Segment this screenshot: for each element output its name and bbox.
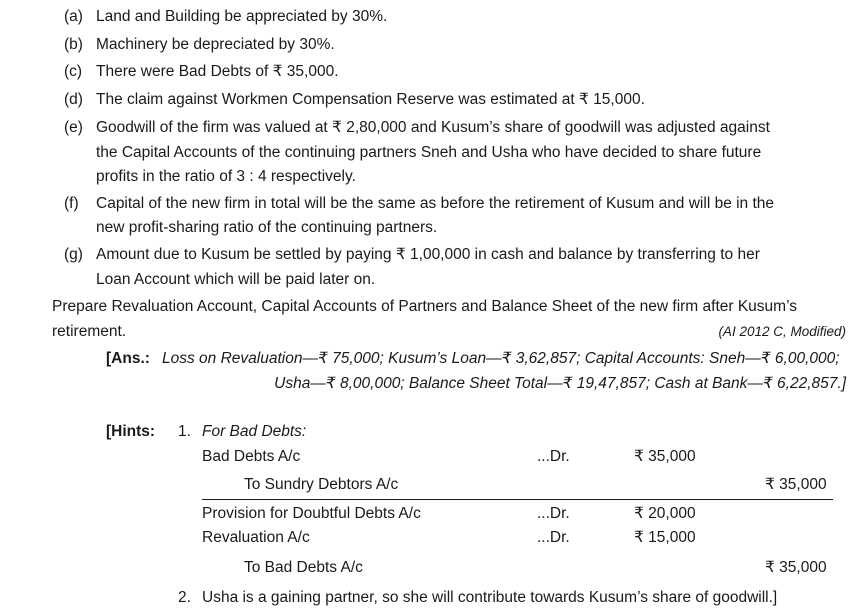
journal-dr-marker: ...Dr. [537,529,570,546]
journal-credit: ₹ 35,000 [765,559,827,576]
journal-dr-marker: ...Dr. [537,505,570,522]
condition-label: (e) [64,119,83,136]
condition-text: Land and Building be appreciated by 30%. [96,8,388,25]
journal-divider [202,499,833,500]
hints-prefix: [Hints: [106,423,156,440]
hint-text: Usha is a gaining partner, so she will contribute towards Kusum’s share of goodwill.] [202,589,778,606]
journal-debit: ₹ 35,000 [634,448,696,465]
condition-label: (c) [64,63,83,80]
condition-label: (a) [64,8,83,25]
hint-number: 1. [178,423,191,440]
journal-account: Revaluation A/c [202,529,310,546]
journal-credit: ₹ 35,000 [765,476,827,493]
answer-prefix: [Ans.: [106,350,150,367]
condition-label: (b) [64,36,83,53]
condition-label: (g) [64,246,83,263]
journal-dr-marker: ...Dr. [537,448,570,465]
condition-text: the Capital Accounts of the continuing partners Sneh and Usha who have decided to share future [96,144,762,161]
condition-text: Loan Account which will be paid later on. [96,271,376,288]
condition-text: profits in the ratio of 3 : 4 respectively. [96,168,356,185]
condition-label: (f) [64,195,79,212]
condition-label: (d) [64,91,83,108]
journal-debit: ₹ 15,000 [634,529,696,546]
condition-text: The claim against Workmen Compensation Reserve was estimated at ₹ 15,000. [96,91,645,108]
journal-account: Provision for Doubtful Debts A/c [202,505,421,522]
hint-title: For Bad Debts: [202,423,307,440]
condition-text: There were Bad Debts of ₹ 35,000. [96,63,339,80]
journal-account: Bad Debts A/c [202,448,301,465]
answer-line: Usha—₹ 8,00,000; Balance Sheet Total—₹ 19,47,857; Cash at Bank—₹ 6,22,857.] [274,375,846,392]
question-source: (AI 2012 C, Modified) [718,324,846,339]
hint-number: 2. [178,589,191,606]
question-line: retirement. [52,323,127,340]
condition-text: Machinery be depreciated by 30%. [96,36,335,53]
condition-text: Goodwill of the firm was valued at ₹ 2,80,000 and Kusum’s share of goodwill was adjusted against [96,119,770,136]
condition-text: Amount due to Kusum be settled by paying ₹ 1,00,000 in cash and balance by transferring to her [96,246,760,263]
answer-line: Loss on Revaluation—₹ 75,000; Kusum’s Loan—₹ 3,62,857; Capital Accounts: Sneh—₹ 6,00,000; [162,350,840,367]
journal-account: To Bad Debts A/c [244,559,363,576]
condition-text: new profit-sharing ratio of the continuing partners. [96,219,438,236]
condition-text: Capital of the new firm in total will be the same as before the retirement of Kusum and will be in the [96,195,775,212]
journal-account: To Sundry Debtors A/c [244,476,399,493]
journal-debit: ₹ 20,000 [634,505,696,522]
question-line: Prepare Revaluation Account, Capital Accounts of Partners and Balance Sheet of the new firm after Kusum’s [52,298,797,315]
